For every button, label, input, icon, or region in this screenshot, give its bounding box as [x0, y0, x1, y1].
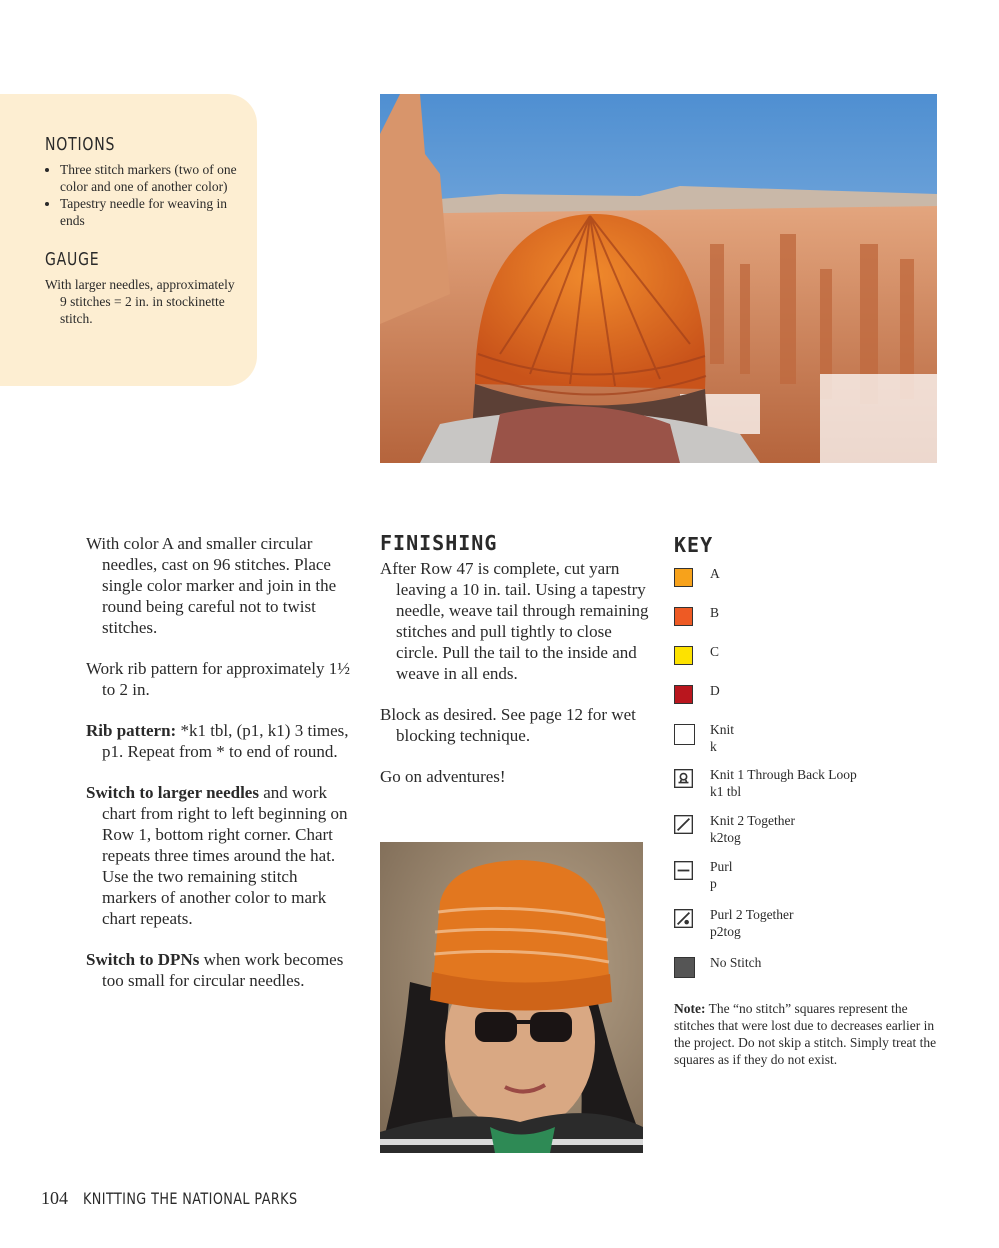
color-d-swatch: [674, 685, 693, 704]
key-label: No Stitch: [710, 955, 762, 970]
color-a-swatch: [674, 568, 693, 587]
woman-hat-image: [380, 842, 643, 1153]
page-number: 104: [41, 1188, 68, 1208]
slash-dot-icon: [674, 909, 693, 928]
key-color-b: [674, 604, 944, 643]
rib-pattern-label: Rib pattern:: [86, 721, 177, 740]
rib-length-paragraph: Work rib pattern for approximately 1½ to 2 in.: [86, 659, 350, 699]
gauge-heading: GAUGE: [45, 249, 100, 270]
key-label: Knit 1 Through Back Loop k1 tbl: [710, 767, 857, 799]
key-label: Purl 2 Together p2tog: [710, 907, 794, 939]
empty-box-icon: [674, 724, 695, 745]
note-label: Note:: [674, 1001, 706, 1016]
color-b-swatch: [674, 607, 693, 626]
cast-on-paragraph: With color A and smaller circular needles, cast on 96 stitches. Place single color marker and join in the round being careful not to twist stitches.: [86, 534, 337, 637]
canyon-hat-image: [380, 94, 937, 463]
finishing-paragraph: After Row 47 is complete, cut yarn leaving a 10 in. tail. Using a tapestry needle, weave tail through remaining stitches and pull tightly to close circle. Pull the tail to the inside and weave in all ends.: [380, 559, 649, 683]
larger-needles-paragraph: [86, 782, 354, 929]
key-label: D: [710, 683, 720, 698]
adventures-paragraph: Go on adventures!: [380, 767, 506, 786]
chart-key: [674, 533, 944, 1068]
woman-hat-photo: [380, 842, 643, 1153]
key-knit: [674, 721, 944, 766]
color-c-swatch: [674, 646, 693, 665]
larger-needles-text: and work chart from right to left beginning on Row 1, bottom right corner. Chart repeats three times around the hat. Use the two remaining stitch markers of another color to mark chart repeats.: [102, 783, 348, 928]
key-label: Knit 2 Together k2tog: [710, 813, 796, 845]
key-label: Purl p: [710, 859, 733, 891]
key-color-d: [674, 682, 944, 721]
key-label: C: [710, 644, 720, 659]
key-purl: [674, 858, 944, 906]
loop-icon: [674, 769, 693, 788]
notions-item: • Three stitch markers (two of one color and one of another color): [60, 161, 239, 195]
finishing-column: [380, 533, 650, 807]
note-text: The “no stitch” squares represent the stitches that were lost due to decreases earlier in the project. Do not skip a stitch. Simply treat the squares as if they do not exist.: [674, 1001, 937, 1067]
key-color-a: [674, 565, 944, 604]
dash-icon: [674, 861, 693, 880]
notions-gauge-sidebar: [0, 94, 257, 386]
key-note: [674, 1000, 944, 1068]
key-heading: KEY: [674, 533, 714, 557]
no-stitch-swatch: [674, 957, 695, 978]
dpns-paragraph: [86, 949, 354, 991]
canyon-hat-photo: [380, 94, 937, 463]
notions-list: [45, 161, 239, 229]
larger-needles-label: Switch to larger needles: [86, 783, 259, 802]
finishing-heading: FINISHING: [380, 531, 498, 555]
notions-item: • Tapestry needle for weaving in ends: [60, 195, 239, 229]
rib-pattern-paragraph: [86, 720, 354, 762]
key-label: B: [710, 605, 720, 620]
slash-icon: [674, 815, 693, 834]
blocking-paragraph: Block as desired. See page 12 for wet blocking technique.: [380, 705, 636, 745]
key-label: Knit k: [710, 722, 735, 754]
book-title: KNITTING THE NATIONAL PARKS: [83, 1189, 298, 1208]
dpns-label: Switch to DPNs: [86, 950, 200, 969]
key-color-c: [674, 643, 944, 682]
key-label: A: [710, 566, 720, 581]
key-p2tog: [674, 906, 944, 954]
rib-pattern-text: *k1 tbl, (p1, k1) 3 times, p1. Repeat from * to end of round.: [102, 721, 349, 761]
key-no-stitch: [674, 954, 944, 994]
dpns-text: when work becomes too small for circular needles.: [102, 950, 344, 990]
gauge-text: With larger needles, approximately 9 stitches = 2 in. in stockinette stitch.: [45, 277, 235, 326]
key-k1tbl: [674, 766, 944, 812]
notions-heading: NOTIONS: [45, 134, 116, 155]
instructions-column: [86, 533, 354, 1011]
key-k2tog: [674, 812, 944, 858]
page-footer: [41, 1188, 352, 1209]
